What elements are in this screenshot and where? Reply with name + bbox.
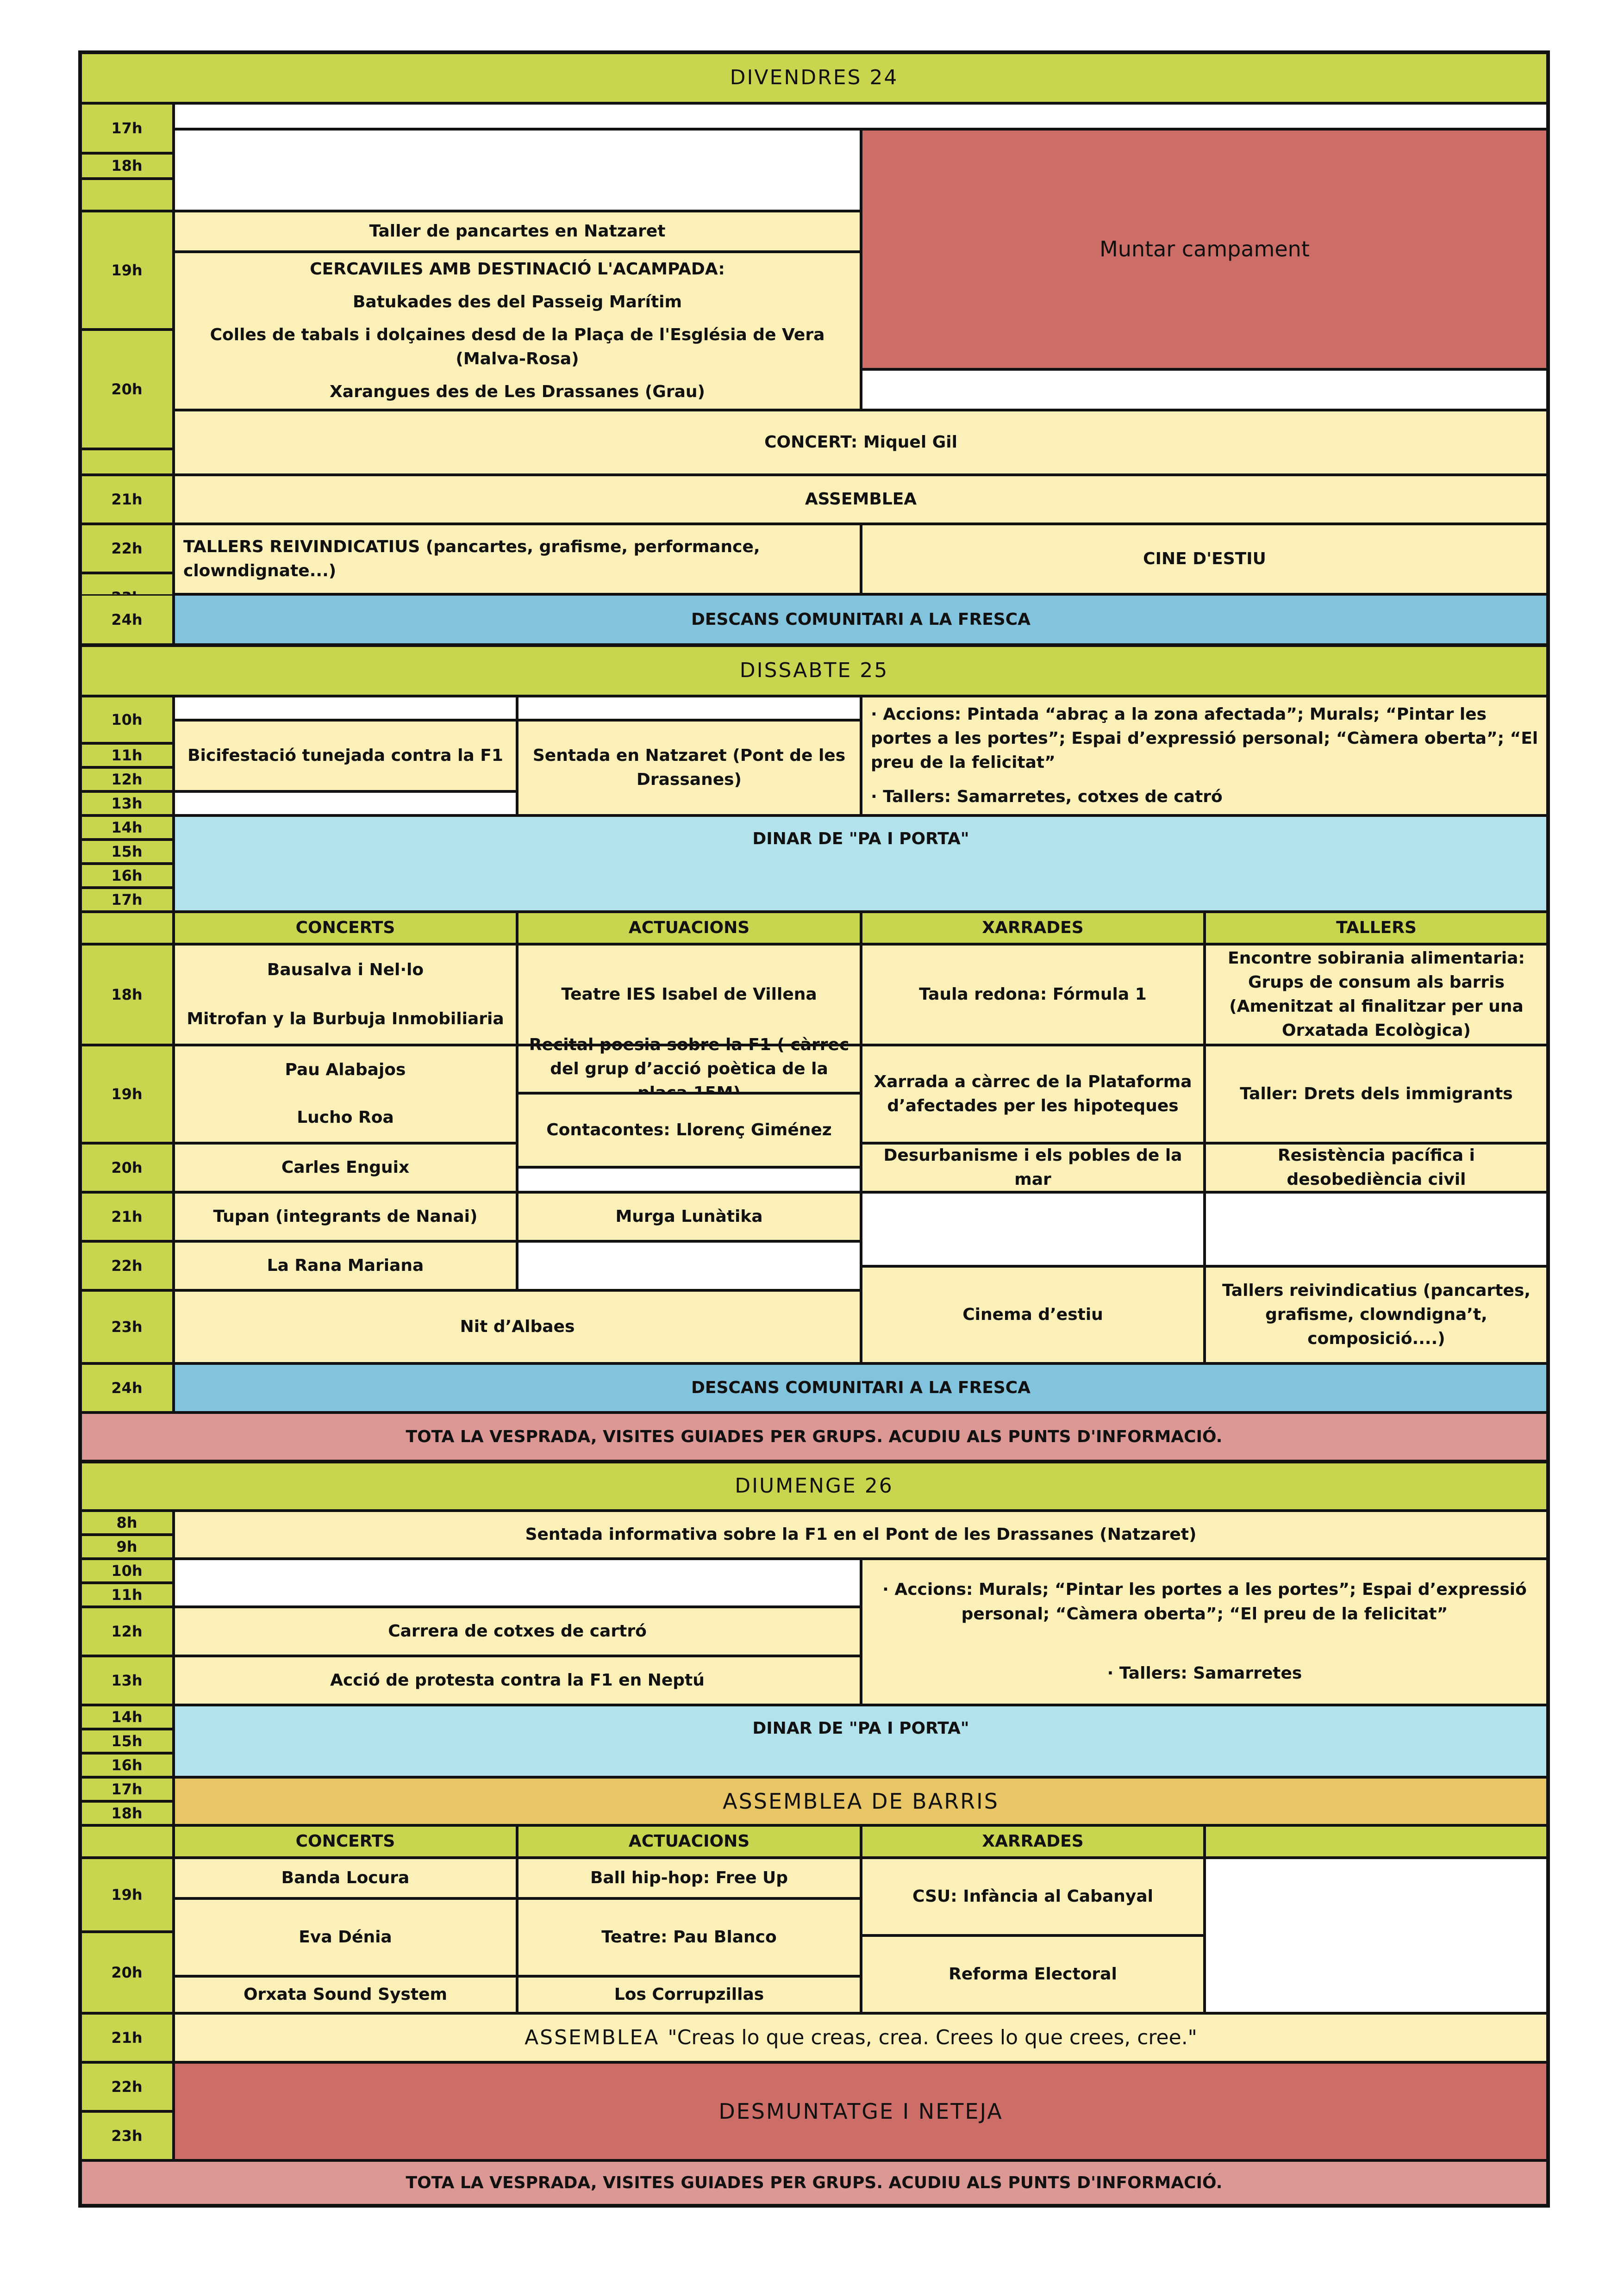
event-banda-locura: Banda Locura: [174, 1858, 517, 1898]
column-header-xarrades: XARRADES: [861, 912, 1205, 944]
column-header-actuacions: ACTUACIONS: [517, 912, 861, 944]
hour-label: 23h: [80, 2111, 174, 2160]
column-header-actuacions: ACTUACIONS: [517, 1825, 861, 1858]
column-header-tallers: TALLERS: [1205, 912, 1548, 944]
hour-label: 22h: [80, 524, 174, 573]
event-dinar-pa-i-porta: DINAR DE "PA I PORTA": [174, 815, 1548, 912]
event-teatre-pau-blanco: Teatre: Pau Blanco: [517, 1898, 861, 1976]
event-carrera-cotxes: Carrera de cotxes de cartró: [174, 1607, 861, 1656]
event-tupan: Tupan (integrants de Nanai): [174, 1192, 517, 1241]
empty-cell: [517, 1167, 861, 1192]
event-assemblea: ASSEMBLEA: [174, 475, 1548, 524]
hour-label-blank: [80, 912, 174, 944]
hour-label: 22h: [80, 2062, 174, 2111]
event-eva-denia: Eva Dénia: [174, 1898, 517, 1976]
event-los-corrupzillas: Los Corrupzillas: [517, 1976, 861, 2013]
concert-mitrofan: Mitrofan y la Burbuja Inmobiliaria: [187, 1009, 504, 1028]
event-sentada-informativa: Sentada informativa sobre la F1 en el Pont de les Drassanes (Natzaret): [174, 1511, 1548, 1559]
event-descans-comunitari: DESCANS COMUNITARI A LA FRESCA: [174, 594, 1548, 645]
hour-label: 12h: [80, 767, 174, 791]
event-encontre-sobirania: Encontre sobirania alimentaria: Grups de consum als barris (Amenitzat al finalitzar per una Orxatada Ecològica): [1205, 944, 1548, 1045]
empty-cell: [517, 696, 861, 720]
empty-cell: [861, 369, 1548, 410]
assemblea-quote: "Creas lo que creas, crea. Crees lo que crees, cree.": [668, 2026, 1197, 2050]
empty-cell: [1205, 1858, 1548, 2013]
event-carles-enguix: Carles Enguix: [174, 1143, 517, 1192]
hour-label: 10h: [80, 1559, 174, 1583]
event-accio-protesta: Acció de protesta contra la F1 en Neptú: [174, 1656, 861, 1705]
hour-label: 11h: [80, 1583, 174, 1607]
event-cine-estiu: CINE D'ESTIU: [861, 524, 1548, 594]
tallers-list: · Tallers: Samarretes, cotxes de catró: [871, 787, 1223, 806]
hour-label: 19h: [80, 1045, 174, 1143]
hour-label: 18h: [80, 153, 174, 179]
hour-label: 20h: [80, 330, 174, 449]
event-resistencia: Resistència pacífica i desobediència civil: [1205, 1143, 1548, 1192]
event-reforma-electoral: Reforma Electoral: [861, 1935, 1205, 2013]
column-header-concerts: CONCERTS: [174, 1825, 517, 1858]
muntar-campament-block: Muntar campament: [861, 129, 1548, 369]
event-sentada-natzaret: Sentada en Natzaret (Pont de les Drassanes): [517, 720, 861, 815]
event-taller-pancartes: Taller de pancartes en Natzaret: [174, 211, 861, 252]
event-desurbanisme: Desurbanisme i els pobles de la mar: [861, 1143, 1205, 1192]
event-orxata-sound-system: Orxata Sound System: [174, 1976, 517, 2013]
empty-cell: [174, 103, 1548, 129]
cercaviles-colles: Colles de tabals i dolçaines desd de la Plaça de l'Església de Vera (Malva-Rosa): [210, 325, 825, 369]
event-murga-lunatika: Murga Lunàtika: [517, 1192, 861, 1241]
hour-label: 22h: [80, 1241, 174, 1290]
hour-label-blank: [80, 179, 174, 211]
hour-label: 9h: [80, 1535, 174, 1559]
hour-label: 20h: [80, 1143, 174, 1192]
hour-label: 13h: [80, 1656, 174, 1705]
hour-label: 17h: [80, 1777, 174, 1801]
hour-label: 16h: [80, 1753, 174, 1777]
hour-label: 18h: [80, 1801, 174, 1825]
hour-label: 23h: [80, 1290, 174, 1363]
event-contacontes: Contacontes: Llorenç Giménez: [517, 1093, 861, 1167]
empty-cell: [861, 1192, 1205, 1266]
cercaviles-batukades: Batukades des del Passeig Marítim: [352, 292, 682, 312]
accions-list: · Accions: Pintada “abraç a la zona afectada”; Murals; “Pintar les portes a les portes”; Espai d’expressió personal; “Càmera oberta”; “El preu de la felicitat”: [871, 704, 1538, 772]
hour-label: 10h: [80, 696, 174, 743]
hour-label-24: 24h: [80, 1363, 174, 1412]
hour-label: 15h: [80, 840, 174, 864]
event-concerts-19h: [174, 1045, 517, 1143]
hour-label: 20h: [80, 1932, 174, 2013]
hour-label: 8h: [80, 1511, 174, 1535]
visites-guiades-banner: TOTA LA VESPRADA, VISITES GUIADES PER GRUPS. ACUDIU ALS PUNTS D'INFORMACIÓ.: [80, 1412, 1548, 1462]
event-nit-albaes: Nit d’Albaes: [174, 1290, 861, 1363]
event-concerts-18h: [174, 944, 517, 1045]
hour-label: 15h: [80, 1729, 174, 1753]
hour-label: 14h: [80, 1705, 174, 1729]
empty-cell: [174, 791, 517, 815]
event-dinar-pa-i-porta: DINAR DE "PA I PORTA": [174, 1705, 1548, 1777]
event-desmuntatge-neteja: DESMUNTATGE I NETEJA: [174, 2062, 1548, 2160]
event-cinema-estiu: Cinema d’estiu: [861, 1266, 1205, 1363]
event-assemblea-barris: ASSEMBLEA DE BARRIS: [174, 1777, 1548, 1825]
hour-label: 16h: [80, 864, 174, 888]
event-xarrada-plataforma: Xarrada a càrrec de la Plataforma d’afectades per les hipoteques: [861, 1045, 1205, 1143]
concert-pau-alabajos: Pau Alabajos: [285, 1060, 406, 1080]
empty-cell: [174, 696, 517, 720]
event-tallers-reivindicatius: TALLERS REIVINDICATIUS (pancartes, grafisme, performance, clowndignate...): [174, 524, 861, 594]
hour-label: 17h: [80, 103, 174, 153]
event-bicifestacio: Bicifestació tunejada contra la F1: [174, 720, 517, 791]
hour-label-blank: [80, 449, 174, 475]
event-taller-drets: Taller: Drets dels immigrants: [1205, 1045, 1548, 1143]
hour-label: 21h: [80, 1192, 174, 1241]
concert-lucho-roa: Lucho Roa: [297, 1108, 394, 1127]
day-title-friday: DIVENDRES 24: [80, 52, 1548, 103]
hour-label: 12h: [80, 1607, 174, 1656]
event-recital-poesia: Recital poesia sobre la F1 ( càrrec del grup d’acció poètica de la: [517, 1045, 861, 1093]
event-concert-miquel-gil: CONCERT: Miquel Gil: [174, 410, 1548, 475]
column-header-concerts: CONCERTS: [174, 912, 517, 944]
hour-label: 21h: [80, 2013, 174, 2062]
event-cercaviles: [174, 252, 861, 410]
event-ball-hiphop: Ball hip-hop: Free Up: [517, 1858, 861, 1898]
event-assemblea-final: [174, 2013, 1548, 2062]
hour-label: 14h: [80, 815, 174, 840]
tallers-list: · Tallers: Samarretes: [1107, 1664, 1302, 1683]
assemblea-label: ASSEMBLEA: [525, 2026, 660, 2050]
event-taula-redona: Taula redona: Fórmula 1: [861, 944, 1205, 1045]
hour-label-24: 24h: [80, 594, 174, 645]
accions-list: · Accions: Murals; “Pintar les portes a les portes”; Espai d’expressió personal; “Càmera oberta”; “El preu de la felicitat”: [882, 1580, 1527, 1624]
event-accions-tallers: [861, 696, 1548, 815]
empty-cell: [174, 129, 861, 211]
event-tallers-reivindicatius: Tallers reivindicatius (pancartes, grafisme, clowndigna’t, composició....): [1205, 1266, 1548, 1363]
event-teatre-ies: Teatre IES Isabel de Villena: [517, 944, 861, 1045]
event-csu-infancia: CSU: Infància al Cabanyal: [861, 1858, 1205, 1935]
hour-label: 21h: [80, 475, 174, 524]
cercaviles-xarangues: Xarangues des de Les Drassanes (Grau): [330, 382, 705, 402]
hour-label: 19h: [80, 211, 174, 330]
empty-cell: [174, 1559, 861, 1607]
concert-bausalva: Bausalva i Nel·lo: [267, 960, 424, 979]
day-title-sunday: DIUMENGE 26: [80, 1462, 1548, 1511]
visites-guiades-banner: TOTA LA VESPRADA, VISITES GUIADES PER GRUPS. ACUDIU ALS PUNTS D'INFORMACIÓ.: [80, 2160, 1548, 2206]
event-la-rana-mariana: La Rana Mariana: [174, 1241, 517, 1290]
hour-label: 18h: [80, 944, 174, 1045]
hour-label-blank: [80, 1825, 174, 1858]
day-title-saturday: DISSABTE 25: [80, 645, 1548, 696]
column-header-xarrades: XARRADES: [861, 1825, 1205, 1858]
empty-cell: [1205, 1192, 1548, 1266]
hour-label: 13h: [80, 791, 174, 815]
hour-label: 19h: [80, 1858, 174, 1932]
hour-label: 17h: [80, 888, 174, 912]
cercaviles-title: CERCAVILES AMB DESTINACIÓ L'ACAMPADA:: [310, 260, 725, 279]
column-header-empty: [1205, 1825, 1548, 1858]
event-descans-comunitari: DESCANS COMUNITARI A LA FRESCA: [174, 1363, 1548, 1412]
event-accions-tallers: [861, 1559, 1548, 1705]
empty-cell: [517, 1241, 861, 1290]
hour-label: 11h: [80, 743, 174, 767]
